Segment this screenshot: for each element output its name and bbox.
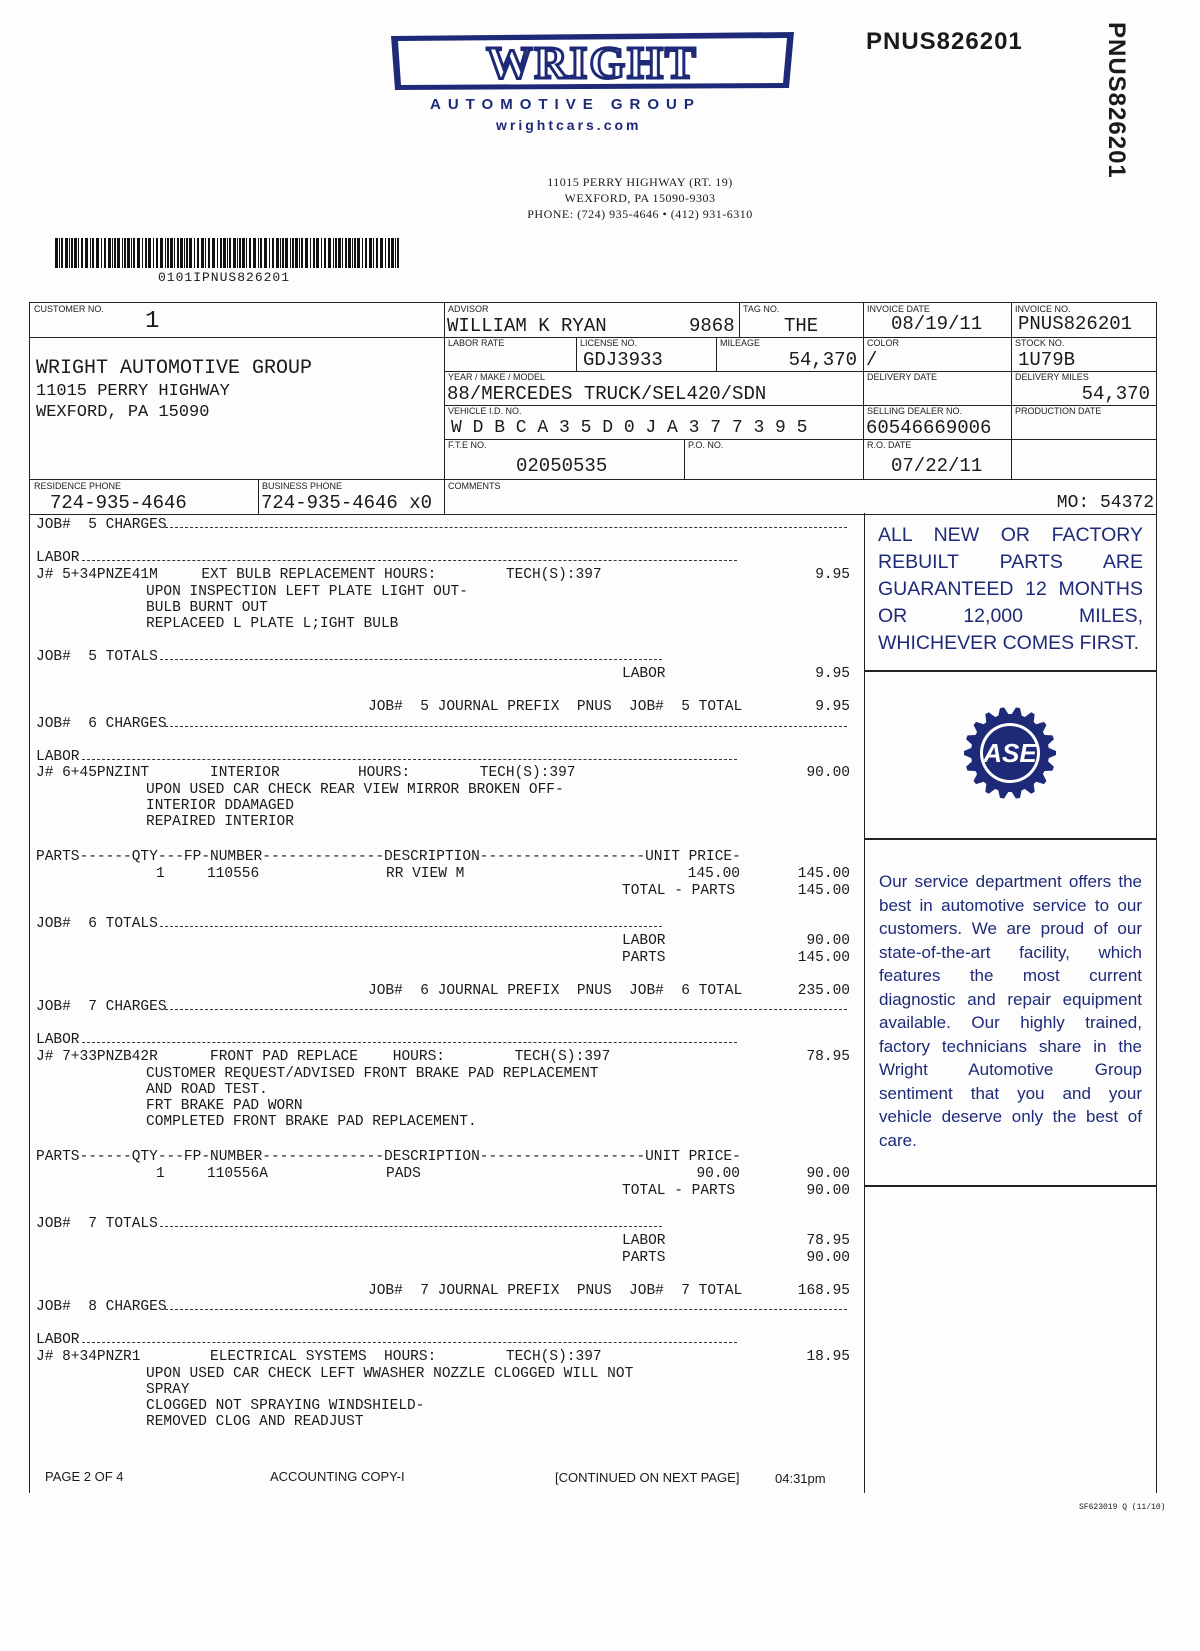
page-number: PAGE 2 OF 4	[45, 1469, 124, 1484]
job7-total-parts: 90.00	[806, 1183, 850, 1199]
job8-desc-3: CLOGGED NOT SPRAYING WINDSHIELD-	[146, 1398, 425, 1414]
residence-phone: 724-935-4646	[50, 492, 187, 514]
production-date-cell: PRODUCTION DATE	[1011, 405, 1156, 440]
delivery-miles: 54,370	[1081, 383, 1150, 405]
warranty-notice: ALL NEW OR FACTORY REBUILT PARTS ARE GUARANTEED 12 MONTHS OR 12,000 MILES, WHICHEVER COMES FIRST.	[878, 524, 1143, 654]
selling-dealer-no: 60546669006	[866, 417, 992, 439]
form-code: SF623019 Q (11/10)	[1079, 1503, 1166, 1512]
mileage: 54,370	[788, 349, 857, 371]
job7-labor-label: LABOR	[36, 1032, 80, 1048]
job6-total: 235.00	[797, 983, 850, 999]
job6-part-desc: RR VIEW M	[386, 866, 465, 882]
job7-part-desc: PADS	[386, 1166, 421, 1182]
job7-part-unit-price: 90.00	[696, 1166, 740, 1182]
job6-desc-2: INTERIOR DDAMAGED	[146, 798, 294, 814]
invoice-number-side: PNUS826201	[1103, 22, 1130, 179]
residence-phone-cell: RESIDENCE PHONE 724-935-4646	[30, 479, 259, 515]
year-make-model: 88/MERCEDES TRUCK/SEL420/SDN	[447, 383, 767, 405]
invoice-no: PNUS826201	[1018, 313, 1133, 335]
job7-total-labor: 78.95	[806, 1233, 850, 1249]
job5-totals: JOB# 5 TOTALS	[36, 649, 158, 665]
job5-total-labor-label: LABOR	[622, 666, 666, 682]
customer-address-2: WEXFORD, PA 15090	[36, 403, 210, 422]
job5-total: 9.95	[815, 699, 850, 715]
fte-no: 02050535	[516, 455, 608, 477]
po-cell: P.O. NO.	[684, 439, 864, 479]
dealer-address-line1: 11015 PERRY HIGHWAY (RT. 19)	[547, 175, 733, 189]
job5-labor-amount: 9.95	[815, 567, 850, 583]
job7-total-parts-2: 90.00	[806, 1250, 850, 1266]
barcode	[55, 238, 405, 268]
sidebar-divider	[865, 670, 1156, 672]
customer-no: 1	[145, 308, 160, 335]
website-text: wrightcars.com	[496, 117, 642, 133]
customer-address-1: 11015 PERRY HIGHWAY	[36, 382, 230, 401]
job6-desc-3: REPAIRED INTERIOR	[146, 814, 294, 830]
job6-total-labor: 90.00	[806, 933, 850, 949]
job5-journal: JOB# 5 JOURNAL PREFIX PNUS JOB# 5 TOTAL	[368, 699, 743, 715]
job5-labor-line: J# 5+34PNZE41M EXT BULB REPLACEMENT HOURS: TECH(S):397	[36, 567, 602, 583]
advisor-number: 9868	[689, 315, 735, 337]
job8-labor-label: LABOR	[36, 1332, 80, 1348]
job7-part-qty: 1	[156, 1166, 165, 1182]
job6-charges: JOB# 6 CHARGES	[36, 716, 167, 732]
job8-desc-2: SPRAY	[146, 1382, 190, 1398]
tag-cell: TAG NO. THE	[739, 303, 864, 338]
job7-total: 168.95	[797, 1283, 850, 1299]
job7-desc-4: COMPLETED FRONT BRAKE PAD REPLACEMENT.	[146, 1114, 477, 1130]
job6-part-number: 110556	[207, 866, 260, 882]
job5-desc-3: REPLACEED L PLATE L;IGHT BULB	[146, 616, 399, 632]
job6-part-unit-price: 145.00	[687, 866, 740, 882]
advisor-cell: ADVISOR WILLIAM K RYAN 9868	[444, 303, 740, 338]
job7-desc-3: FRT BRAKE PAD WORN	[146, 1098, 303, 1114]
customer-name: WRIGHT AUTOMOTIVE GROUP	[36, 357, 313, 380]
sidebar-divider	[865, 1185, 1156, 1187]
invoice-no-cell: INVOICE NO. PNUS826201	[1011, 303, 1156, 338]
color-value: /	[866, 349, 878, 371]
job7-totals: JOB# 7 TOTALS	[36, 1216, 158, 1232]
invoice-number-top: PNUS826201	[866, 28, 1023, 55]
vin-cell: VEHICLE I.D. NO. W D B C A 3 5 D 0 J A 3 7 7 3 9 5	[444, 405, 864, 440]
job6-journal: JOB# 6 JOURNAL PREFIX PNUS JOB# 6 TOTAL	[368, 983, 743, 999]
logo-wordmark: WRIGHT	[486, 37, 698, 88]
ase-logo	[962, 705, 1058, 801]
job7-journal: JOB# 7 JOURNAL PREFIX PNUS JOB# 7 TOTAL	[368, 1283, 743, 1299]
job5-charges: JOB# 5 CHARGES	[36, 517, 167, 533]
tag-no: THE	[784, 315, 819, 337]
print-time: 04:31pm	[775, 1471, 826, 1486]
dealer-phone: PHONE: (724) 935-4646 • (412) 931-6310	[527, 207, 753, 221]
barcode-number: 0101IPNUS826201	[158, 270, 291, 285]
job7-part-number: 110556A	[207, 1166, 268, 1182]
job5-labor-label: LABOR	[36, 550, 80, 566]
job6-total-parts-2: 145.00	[797, 950, 850, 966]
continued-note: [CONTINUED ON NEXT PAGE]	[555, 1470, 740, 1485]
job8-charges: JOB# 8 CHARGES	[36, 1299, 167, 1315]
vin: W D B C A 3 5 D 0 J A 3 7 7 3 9 5	[451, 418, 808, 438]
job6-labor-line: J# 6+45PNZINT INTERIOR HOURS: TECH(S):397	[36, 765, 576, 781]
ase-text: ASE	[983, 738, 1037, 768]
job6-part-amount: 145.00	[797, 866, 850, 882]
labor-rate-cell: LABOR RATE	[444, 337, 577, 372]
job6-total-parts-label-2: PARTS	[622, 950, 666, 966]
job6-parts-header: PARTS------QTY---FP-NUMBER--------------DESCRIPTION-------------------UNIT PRICE-	[36, 849, 741, 865]
job6-labor-amount: 90.00	[806, 765, 850, 781]
ro-date-cell: R.O. DATE 07/22/11	[863, 439, 1012, 479]
job6-totals: JOB# 6 TOTALS	[36, 916, 158, 932]
comments-cell: COMMENTS MO: 54372	[444, 479, 1156, 515]
job8-labor-line: J# 8+34PNZR1 ELECTRICAL SYSTEMS HOURS: TECH(S):397	[36, 1349, 602, 1365]
job8-labor-amount: 18.95	[806, 1349, 850, 1365]
dealer-address-line2: WEXFORD, PA 15090-9303	[564, 191, 716, 205]
job8-desc-1: UPON USED CAR CHECK LEFT WWASHER NOZZLE CLOGGED WILL NOT	[146, 1366, 634, 1382]
ro-date: 07/22/11	[891, 455, 983, 477]
service-department-text: Our service department offers the best in automotive service to our customers. We are proud of our state-of-the-art facility, which features the most current diagnostic and repair equipment available. Our highly trained, factory technicians share in the Wright Automotive Group sentiment that you and your vehicle deserve only the best of care.	[879, 872, 1142, 1150]
business-phone: 724-935-4646 x0	[261, 492, 433, 514]
mo-value: MO: 54372	[1056, 493, 1154, 513]
ymm-cell: YEAR / MAKE / MODEL 88/MERCEDES TRUCK/SEL420/SDN	[444, 371, 864, 406]
delivery-miles-cell: DELIVERY MILES 54,370	[1011, 371, 1156, 406]
job6-part-qty: 1	[156, 866, 165, 882]
license-cell: LICENSE NO. GDJ3933	[576, 337, 717, 372]
job5-total-labor: 9.95	[815, 666, 850, 682]
copy-label: ACCOUNTING COPY-I	[270, 1469, 405, 1484]
invoice-header-form	[29, 302, 1157, 515]
invoice-date: 08/19/11	[891, 313, 983, 335]
stock-cell: STOCK NO. 1U79B	[1011, 337, 1156, 372]
job5-desc-2: BULB BURNT OUT	[146, 600, 268, 616]
job7-part-amount: 90.00	[806, 1166, 850, 1182]
job7-desc-1: CUSTOMER REQUEST/ADVISED FRONT BRAKE PAD REPLACEMENT	[146, 1066, 599, 1082]
business-phone-cell: BUSINESS PHONE 724-935-4646 x0	[258, 479, 445, 515]
job6-total-parts: 145.00	[797, 883, 850, 899]
dealer-no-cell: SELLING DEALER NO. 60546669006	[863, 405, 1012, 440]
job7-total-parts-label-2: PARTS	[622, 1250, 666, 1266]
customer-address-cell	[30, 337, 445, 479]
stock-no: 1U79B	[1018, 349, 1076, 371]
job7-labor-line: J# 7+33PNZB42R FRONT PAD REPLACE HOURS: TECH(S):397	[36, 1049, 611, 1065]
job6-total-labor-label: LABOR	[622, 933, 666, 949]
customer-no-cell: CUSTOMER NO. 1	[30, 303, 445, 338]
job5-desc-1: UPON INSPECTION LEFT PLATE LIGHT OUT-	[146, 584, 468, 600]
fte-cell: F.T.E NO. 02050535	[444, 439, 685, 479]
delivery-date-cell: DELIVERY DATE	[863, 371, 1012, 406]
invoice-date-cell: INVOICE DATE 08/19/11	[863, 303, 1012, 338]
sidebar-divider	[865, 838, 1156, 840]
job7-labor-amount: 78.95	[806, 1049, 850, 1065]
job7-parts-header: PARTS------QTY---FP-NUMBER--------------DESCRIPTION-------------------UNIT PRICE-	[36, 1149, 741, 1165]
job7-charges: JOB# 7 CHARGES	[36, 999, 167, 1015]
wright-logo	[385, 30, 800, 92]
color-cell: COLOR /	[863, 337, 1012, 372]
logo-tagline: AUTOMOTIVE GROUP	[430, 96, 701, 113]
job6-total-parts-label: TOTAL - PARTS	[622, 883, 736, 899]
license-no: GDJ3933	[583, 349, 663, 371]
mileage-cell: MILEAGE 54,370	[716, 337, 864, 372]
job6-desc-1: UPON USED CAR CHECK REAR VIEW MIRROR BROKEN OFF-	[146, 782, 564, 798]
job8-desc-4: REMOVED CLOG AND READJUST	[146, 1414, 364, 1430]
job7-total-labor-label: LABOR	[622, 1233, 666, 1249]
advisor-name: WILLIAM K RYAN	[447, 315, 607, 337]
job6-labor-label: LABOR	[36, 749, 80, 765]
job7-desc-2: AND ROAD TEST.	[146, 1082, 268, 1098]
job7-total-parts-label: TOTAL - PARTS	[622, 1183, 736, 1199]
